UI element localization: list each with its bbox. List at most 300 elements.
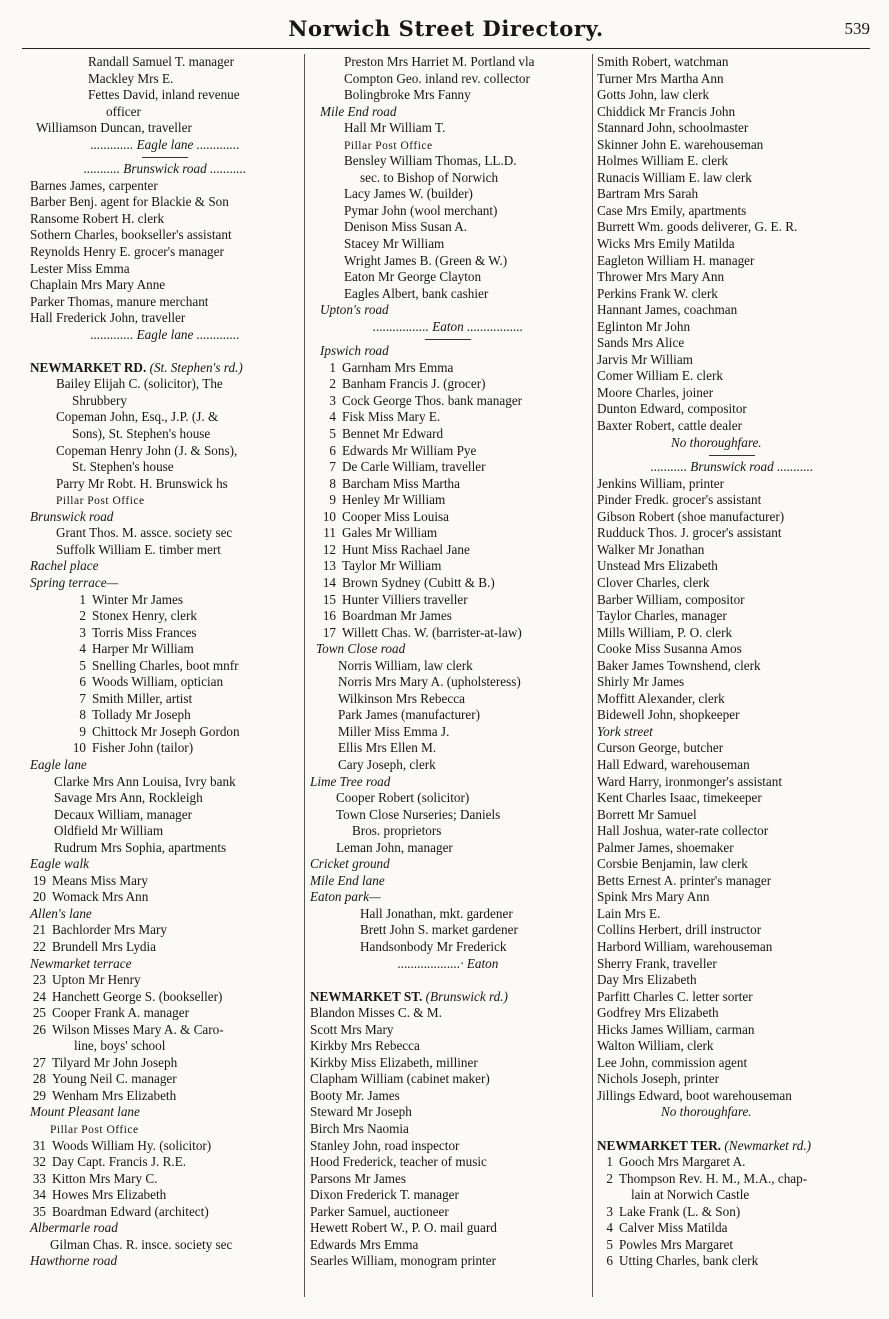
directory-entry	[597, 302, 867, 319]
entry-text: Eglinton Mr John	[597, 318, 691, 334]
street-heading	[310, 873, 586, 890]
directory-entry	[597, 87, 867, 104]
street-heading	[30, 1220, 300, 1237]
page-number: 539	[844, 19, 870, 38]
entry-text: Jillings Edward, boot warehouseman	[597, 1087, 792, 1103]
directory-entry	[597, 253, 867, 270]
directory-entry	[30, 104, 300, 121]
entry-text: Gotts John, law clerk	[597, 87, 710, 103]
entry-text: Clarke Mrs Ann Louisa, Ivry bank	[54, 773, 236, 789]
house-number: 4	[606, 1220, 613, 1236]
entry-text: Cock George Thos. bank manager	[342, 392, 523, 408]
directory-entry	[30, 790, 300, 807]
directory-entry	[310, 1220, 586, 1237]
house-number: 5	[606, 1236, 613, 1252]
entry-text: Miller Miss Emma J.	[338, 723, 450, 739]
directory-column-1	[30, 54, 300, 1295]
entry-text: Hall Edward, warehouseman	[597, 756, 750, 772]
directory-entry	[597, 137, 867, 154]
entry-text: St. Stephen's house	[72, 459, 174, 475]
entry-text: Corsbie Benjamin, law clerk	[597, 856, 748, 872]
entry-text: Smith Robert, watchman	[597, 54, 729, 69]
directory-entry	[30, 476, 300, 493]
entry-text: Sands Mrs Alice	[597, 335, 685, 351]
directory-entry	[30, 592, 300, 609]
directory-entry	[30, 807, 300, 824]
entry-text: Mile End lane	[310, 872, 385, 888]
directory-entry	[310, 153, 586, 170]
directory-entry	[597, 1154, 867, 1171]
entry-text: Hewett Robert W., P. O. mail guard	[310, 1220, 497, 1236]
directory-entry	[310, 376, 586, 393]
entry-text: Denison Miss Susan A.	[344, 219, 468, 235]
house-number: 5	[329, 426, 336, 442]
entry-text: No thoroughfare.	[671, 434, 762, 450]
house-number: 9	[329, 492, 336, 508]
house-number: 10	[322, 508, 336, 524]
directory-entry	[310, 823, 586, 840]
entry-text: Ward Harry, ironmonger's assistant	[597, 773, 783, 789]
entry-text: Calver Miss Matilda	[619, 1220, 728, 1236]
directory-entry	[597, 352, 867, 369]
directory-entry	[597, 509, 867, 526]
house-number: 3	[79, 624, 86, 640]
entry-text: Henley Mr William	[342, 492, 446, 508]
house-number: 16	[322, 608, 336, 624]
directory-entry	[30, 1171, 300, 1188]
entry-text: Stacey Mr William	[344, 236, 445, 252]
entry-text: Moore Charles, joiner	[597, 384, 714, 400]
directory-entry	[310, 592, 586, 609]
entry-text: Leman John, manager	[336, 839, 453, 855]
entry-text: Reynolds Henry E. grocer's manager	[30, 244, 224, 260]
directory-entry	[597, 1071, 867, 1088]
entry-text: Woods William, optician	[92, 674, 224, 690]
entry-text: Baxter Robert, cattle dealer	[597, 418, 742, 434]
entry-text: ............. Eagle lane .............	[90, 326, 240, 342]
house-number: 26	[32, 1021, 46, 1037]
entry-text: Wilson Misses Mary A. & Caro-	[52, 1021, 224, 1037]
house-number: 34	[32, 1187, 46, 1203]
directory-entry	[310, 409, 586, 426]
directory-entry	[30, 939, 300, 956]
house-number: 21	[32, 922, 46, 938]
house-number: 12	[322, 541, 336, 557]
directory-entry	[597, 71, 867, 88]
directory-entry	[310, 286, 586, 303]
directory-entry	[310, 691, 586, 708]
entry-text: Albermarle road	[30, 1220, 118, 1236]
house-number: 25	[32, 1005, 46, 1021]
directory-entry	[30, 227, 300, 244]
street-heading	[597, 1104, 867, 1121]
house-number: 15	[322, 591, 336, 607]
directory-entry	[597, 592, 867, 609]
house-number: 20	[32, 889, 46, 905]
entry-text: Hawthorne road	[30, 1253, 118, 1269]
entry-text: Hannant James, coachman	[597, 302, 738, 318]
entry-text: Sherry Frank, traveller	[597, 955, 717, 971]
entry-text: Bachlorder Mrs Mary	[52, 922, 167, 938]
street-heading	[30, 137, 300, 154]
entry-text: Jenkins William, printer	[597, 475, 725, 491]
directory-entry	[597, 790, 867, 807]
directory-entry	[597, 525, 867, 542]
house-number: 27	[32, 1054, 46, 1070]
entry-text: Garnham Mrs Emma	[342, 359, 454, 375]
directory-entry	[597, 542, 867, 559]
entry-text: Lee John, commission agent	[597, 1054, 748, 1070]
entry-text: ........... Brunswick road ...........	[650, 459, 814, 475]
directory-entry	[310, 1005, 586, 1022]
entry-text: Tilyard Mr John Joseph	[52, 1054, 178, 1070]
directory-entry	[310, 542, 586, 559]
entry-text: Barnes James, carpenter	[30, 177, 158, 193]
entry-text: Ipswich road	[320, 343, 389, 359]
column-divider	[304, 54, 305, 1297]
directory-entry	[310, 575, 586, 592]
directory-entry	[30, 87, 300, 104]
entry-text: Town Close Nurseries; Daniels	[336, 806, 501, 822]
directory-entry	[597, 740, 867, 757]
house-number: 8	[329, 475, 336, 491]
entry-text: Brundell Mrs Lydia	[52, 938, 157, 954]
directory-entry	[30, 1071, 300, 1088]
directory-entry	[310, 707, 586, 724]
directory-entry	[310, 1121, 586, 1138]
directory-entry	[310, 71, 586, 88]
directory-entry	[30, 641, 300, 658]
directory-column-2	[310, 54, 586, 1295]
street-heading	[30, 161, 300, 178]
directory-entry	[597, 774, 867, 791]
entry-text: Young Neil C. manager	[52, 1071, 177, 1087]
entry-text: sec. to Bishop of Norwich	[360, 169, 499, 185]
entry-text: Cooper Miss Louisa	[342, 508, 449, 524]
directory-entry	[597, 492, 867, 509]
entry-text: officer	[106, 103, 141, 119]
directory-entry	[597, 757, 867, 774]
entry-text: Ellis Mrs Ellen M.	[338, 740, 437, 756]
entry-text: Sons), St. Stephen's house	[72, 426, 211, 442]
entry-text: Upton's road	[320, 302, 389, 318]
entry-text: Gales Mr William	[342, 525, 438, 541]
post-office-note	[30, 492, 300, 509]
directory-entry	[310, 476, 586, 493]
entry-text: Hanchett George S. (bookseller)	[52, 988, 223, 1004]
entry-text: No thoroughfare.	[661, 1104, 752, 1120]
street-heading	[310, 302, 586, 319]
entry-text: Rudrum Mrs Sophia, apartments	[54, 839, 227, 855]
entry-text: Willett Chas. W. (barrister-at-law)	[342, 624, 522, 640]
entry-text: Gilman Chas. R. insce. society sec	[50, 1236, 233, 1252]
entry-text: Booty Mr. James	[310, 1087, 400, 1103]
entry-text: Harper Mr William	[92, 641, 194, 657]
directory-entry	[597, 691, 867, 708]
directory-entry	[30, 294, 300, 311]
entry-text: Gooch Mrs Margaret A.	[619, 1154, 746, 1170]
entry-text: Preston Mrs Harriet M. Portland vla	[344, 54, 535, 69]
directory-entry	[597, 1220, 867, 1237]
directory-entry	[30, 542, 300, 559]
entry-text: Smith Miller, artist	[92, 690, 193, 706]
directory-entry	[597, 219, 867, 236]
street-heading	[310, 319, 586, 336]
house-number: 23	[32, 972, 46, 988]
street-heading	[30, 906, 300, 923]
directory-entry	[310, 219, 586, 236]
entry-text: Lake Frank (L. & Son)	[619, 1203, 741, 1219]
directory-entry	[310, 459, 586, 476]
street-heading	[30, 956, 300, 973]
entry-text: NEWMARKET ST.	[310, 988, 423, 1004]
entry-text: Randall Samuel T. manager	[88, 54, 234, 69]
directory-entry	[310, 186, 586, 203]
directory-entry	[310, 269, 586, 286]
entry-text: Newmarket terrace	[30, 955, 132, 971]
entry-text: Powles Mrs Margaret	[619, 1236, 734, 1252]
entry-text: Norris William, law clerk	[338, 657, 473, 673]
house-number: 6	[79, 674, 86, 690]
directory-entry	[597, 186, 867, 203]
entry-text: Clapham William (cabinet maker)	[310, 1071, 490, 1087]
entry-text: Pillar Post Office	[56, 495, 145, 508]
directory-entry	[30, 1088, 300, 1105]
directory-column-3	[597, 54, 867, 1295]
entry-text: Dunton Edward, compositor	[597, 401, 747, 417]
street-heading	[597, 724, 867, 741]
entry-text: Brett John S. market gardener	[360, 922, 518, 938]
entry-text: Lester Miss Emma	[30, 260, 130, 276]
house-number: 4	[329, 409, 336, 425]
street-heading	[310, 774, 586, 791]
entry-text: Wilkinson Mrs Rebecca	[338, 690, 465, 706]
entry-text: Howes Mrs Elizabeth	[52, 1187, 167, 1203]
directory-entry	[597, 939, 867, 956]
entry-text: Bensley William Thomas, LL.D.	[344, 153, 517, 169]
post-office-note	[310, 137, 586, 154]
directory-entry	[310, 443, 586, 460]
entry-text: Day Capt. Francis J. R.E.	[52, 1154, 187, 1170]
directory-entry	[30, 922, 300, 939]
entry-text: Hall Joshua, water-rate collector	[597, 823, 769, 839]
entry-text: Lacy James W. (builder)	[344, 186, 473, 202]
directory-entry	[597, 1038, 867, 1055]
entry-text: Bolingbroke Mrs Fanny	[344, 87, 471, 103]
entry-text: Hicks James William, carman	[597, 1021, 755, 1037]
entry-text: Parker Thomas, manure merchant	[30, 293, 209, 309]
directory-entry	[30, 376, 300, 393]
entry-text: Copeman John, Esq., J.P. (J. &	[56, 409, 219, 425]
entry-text: Spring terrace—	[30, 574, 119, 590]
directory-entry	[310, 807, 586, 824]
entry-text: Harbord William, warehouseman	[597, 938, 773, 954]
entry-text: Moffitt Alexander, clerk	[597, 690, 725, 706]
entry-text: Hall Jonathan, mkt. gardener	[360, 905, 513, 921]
post-office-note	[30, 1121, 300, 1138]
directory-entry	[30, 608, 300, 625]
directory-entry	[30, 426, 300, 443]
entry-text: Barber Benj. agent for Blackie & Son	[30, 194, 229, 210]
entry-text: Brunswick road	[30, 508, 114, 524]
entry-text: Unstead Mrs Elizabeth	[597, 558, 718, 574]
entry-text: Dixon Frederick T. manager	[310, 1187, 459, 1203]
entry-text: Fisher John (tailor)	[92, 740, 194, 756]
directory-entry	[597, 368, 867, 385]
entry-text: Allen's lane	[30, 905, 92, 921]
entry-text: Bros. proprietors	[352, 823, 442, 839]
entry-text: Cricket ground	[310, 856, 390, 872]
street-heading	[597, 435, 867, 452]
entry-text: Bartram Mrs Sarah	[597, 186, 699, 202]
directory-entry	[310, 170, 586, 187]
directory-entry	[30, 1237, 300, 1254]
directory-entry	[30, 310, 300, 327]
entry-text: Skinner John E. warehouseman	[597, 136, 764, 152]
directory-entry	[30, 674, 300, 691]
entry-text: Pillar Post Office	[344, 139, 433, 152]
entry-text: Boardman Edward (architect)	[52, 1203, 209, 1219]
street-heading	[597, 459, 867, 476]
directory-entry	[310, 1071, 586, 1088]
directory-entry	[30, 459, 300, 476]
entry-text: Hunt Miss Rachael Jane	[342, 541, 470, 557]
directory-entry	[310, 625, 586, 642]
directory-entry	[310, 1187, 586, 1204]
directory-entry	[597, 1088, 867, 1105]
directory-entry	[30, 1055, 300, 1072]
directory-entry	[597, 1253, 867, 1270]
entry-text: Pymar John (wool merchant)	[344, 202, 498, 218]
directory-entry	[30, 443, 300, 460]
entry-text: Spink Mrs Mary Ann	[597, 889, 710, 905]
entry-text: Mills William, P. O. clerk	[597, 624, 733, 640]
house-number: 2	[329, 376, 336, 392]
entry-text: Rachel place	[30, 558, 99, 574]
entry-text: Ransome Robert H. clerk	[30, 210, 165, 226]
entry-text: Cary Joseph, clerk	[338, 756, 436, 772]
directory-entry	[597, 641, 867, 658]
house-number: 33	[32, 1170, 46, 1186]
directory-entry	[310, 922, 586, 939]
entry-text: Turner Mrs Martha Ann	[597, 70, 724, 86]
entry-text: Handsonbody Mr Frederick	[360, 938, 507, 954]
house-number: 2	[606, 1170, 613, 1186]
directory-entry	[30, 393, 300, 410]
entry-text: Williamson Duncan, traveller	[36, 120, 192, 136]
entry-text: Winter Mr James	[92, 591, 184, 607]
directory-entry	[597, 236, 867, 253]
entry-text: Eagleton William H. manager	[597, 252, 755, 268]
house-number: 17	[322, 624, 336, 640]
directory-entry	[30, 658, 300, 675]
entry-text: Thrower Mrs Mary Ann	[597, 269, 725, 285]
directory-entry	[30, 244, 300, 261]
directory-entry	[310, 1022, 586, 1039]
directory-entry	[597, 625, 867, 642]
house-number: 31	[32, 1137, 46, 1153]
entry-text: Kirkby Mrs Rebecca	[310, 1038, 420, 1054]
directory-entry	[310, 1104, 586, 1121]
street-heading	[30, 1253, 300, 1270]
directory-entry	[310, 525, 586, 542]
entry-text: Hall Mr William T.	[344, 120, 446, 136]
entry-text: Clover Charles, clerk	[597, 574, 710, 590]
entry-text: Nichols Joseph, printer	[597, 1071, 719, 1087]
entry-text: Wright James B. (Green & W.)	[344, 252, 508, 268]
entry-text: Parker Samuel, auctioneer	[310, 1203, 449, 1219]
entry-text: Lain Mrs E.	[597, 905, 661, 921]
entry-text: Edwards Mr William Pye	[342, 442, 477, 458]
entry-text: Walton William, clerk	[597, 1038, 714, 1054]
street-heading	[310, 856, 586, 873]
entry-text: Runacis William E. law clerk	[597, 169, 752, 185]
entry-text: Woods William Hy. (solicitor)	[52, 1137, 212, 1153]
entry-text: Copeman Henry John (J. & Sons),	[56, 442, 238, 458]
entry-text: Cooper Frank A. manager	[52, 1005, 189, 1021]
entry-text: Hunter Villiers traveller	[342, 591, 468, 607]
house-number: 1	[329, 359, 336, 375]
entry-text: York street	[597, 723, 653, 739]
directory-entry	[310, 1154, 586, 1171]
directory-entry	[310, 724, 586, 741]
entry-text: Norris Mrs Mary A. (upholsteress)	[338, 674, 521, 690]
directory-entry	[30, 989, 300, 1006]
directory-entry	[30, 178, 300, 195]
directory-entry	[310, 757, 586, 774]
house-number: 19	[32, 872, 46, 888]
directory-entry	[30, 1038, 300, 1055]
directory-entry	[597, 170, 867, 187]
entry-text: Eagle lane	[30, 756, 87, 772]
entry-text: Shrubbery	[72, 392, 127, 408]
directory-entry	[597, 385, 867, 402]
entry-text: Thompson Rev. H. M., M.A., chap-	[619, 1170, 808, 1186]
directory-entry	[597, 54, 867, 71]
directory-entry	[30, 1138, 300, 1155]
entry-text: NEWMARKET RD.	[30, 359, 147, 375]
house-number: 29	[32, 1087, 46, 1103]
entry-text: Cooper Robert (solicitor)	[336, 790, 470, 806]
entry-text: Barcham Miss Martha	[342, 475, 460, 491]
street-heading	[30, 509, 300, 526]
entry-text: Fettes David, inland revenue	[88, 87, 240, 103]
house-number: 10	[72, 740, 86, 756]
directory-entry	[597, 1022, 867, 1039]
entry-text: Sothern Charles, bookseller's assistant	[30, 227, 232, 243]
directory-entry	[597, 856, 867, 873]
directory-entry	[597, 906, 867, 923]
entry-text: Parfitt Charles C. letter sorter	[597, 988, 753, 1004]
house-number: 1	[79, 591, 86, 607]
entry-text: Wenham Mrs Elizabeth	[52, 1087, 177, 1103]
entry-text: Holmes William E. clerk	[597, 153, 729, 169]
directory-entry	[310, 1055, 586, 1072]
entry-text: ............. Eagle lane .............	[90, 136, 240, 152]
entry-text: Scott Mrs Mary	[310, 1021, 394, 1037]
directory-entry	[597, 707, 867, 724]
directory-entry	[30, 972, 300, 989]
entry-text: Park James (manufacturer)	[338, 707, 481, 723]
directory-entry	[30, 409, 300, 426]
directory-entry	[310, 1171, 586, 1188]
directory-entry	[30, 71, 300, 88]
street-heading	[30, 327, 300, 344]
entry-text: Upton Mr Henry	[52, 972, 141, 988]
directory-entry	[30, 625, 300, 642]
directory-entry	[30, 774, 300, 791]
entry-text: Stannard John, schoolmaster	[597, 120, 749, 136]
